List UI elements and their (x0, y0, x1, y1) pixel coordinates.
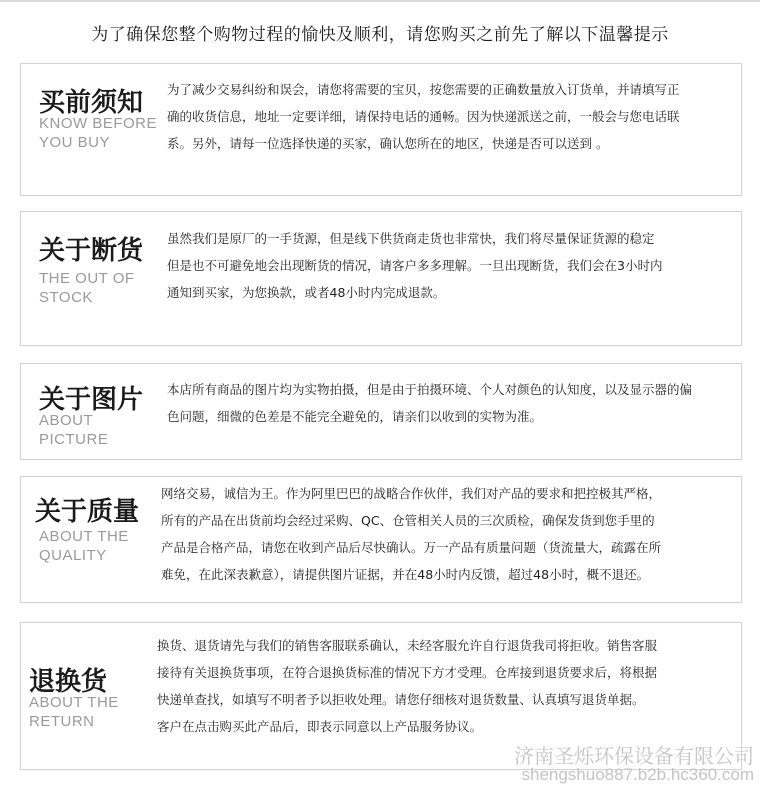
section-title-en: KNOW BEFORE YOU BUY (39, 115, 158, 151)
body-line: 色问题，细微的色差是不能完全避免的，请亲们以收到的实物为准。 (167, 409, 543, 424)
section-title-cn: 买前须知 (39, 88, 144, 118)
section-title-en: THE OUT OF STOCK (39, 270, 135, 306)
section-body (167, 376, 692, 430)
page-title: 为了确保您整个购物过程的愉快及顺利，请您购买之前先了解以下温馨提示 (91, 25, 669, 45)
body-line: 接待有关退换货事项，在符合退换货标准的情况下方才受理。仓库接到退货要求后，将根据 (157, 665, 658, 680)
section-body (167, 225, 662, 306)
body-line: 产品是合格产品，请您在收到产品后尽快确认。万一产品有质量问题（货流量大，疏露在所 (161, 540, 662, 555)
section-about-quality (20, 476, 742, 603)
section-body (167, 76, 680, 157)
section-title-cn: 关于断货 (39, 236, 144, 266)
section-body (161, 480, 661, 588)
section-title-en: ABOUT THE QUALITY (39, 528, 129, 564)
body-line: 虽然我们是原厂的一手货源，但是线下供货商走货也非常快，我们将尽量保证货源的稳定 (167, 231, 655, 246)
section-out-of-stock (20, 211, 742, 346)
section-title-cn: 关于图片 (39, 385, 144, 415)
section-know-before-you-buy (20, 63, 742, 196)
body-line: 为了减少交易纠纷和误会，请您将需要的宝贝，按您需要的正确数量放入订货单，并请填写正 (167, 82, 680, 97)
section-title-cn: 关于质量 (35, 497, 140, 527)
section-body (157, 632, 657, 740)
top-divider (0, 0, 760, 2)
watermark-url: shengshuo887.b2b.hc360.com (521, 765, 754, 784)
body-line: 确的收货信息，地址一定要详细，请保持电话的通畅。因为快递派送之前，一般会与您电话联 (167, 109, 680, 124)
body-line: 本店所有商品的图片均为实物拍摄，但是由于拍摄环境、个人对颜色的认知度，以及显示器的偏 (167, 382, 693, 397)
body-line: 但是也不可避免地会出现断货的情况，请客户多多理解。一旦出现断货，我们会在3小时内 (167, 258, 663, 273)
body-line: 快递单查找，如填写不明者予以拒收处理。请您仔细核对退货数量、认真填写退货单据。 (157, 692, 645, 707)
body-line: 系。另外，请每一位选择快递的买家，确认您所在的地区，快递是否可以送到 。 (167, 136, 609, 151)
body-line: 难免，在此深表歉意），请提供图片证据，并在48小时内反馈，超过48小时，概不退还。 (161, 567, 650, 582)
body-line: 所有的产品在出货前均会经过采购、QC、仓管相关人员的三次质检，确保发货到您手里的 (161, 513, 655, 528)
body-line: 客户在点击购买此产品后，即表示同意以上产品服务协议。 (157, 719, 483, 734)
body-line: 网络交易，诚信为王。作为阿里巴巴的战略合作伙伴，我们对产品的要求和把控极其严格， (161, 486, 662, 501)
body-line: 换货、退货请先与我们的销售客服联系确认，未经客服允许自行退货我司将拒收。销售客服 (157, 638, 658, 653)
section-title-cn: 退换货 (29, 667, 108, 697)
body-line: 通知到买家，为您换款，或者48小时内完成退款。 (167, 285, 446, 300)
section-title-en: ABOUT PICTURE (39, 412, 109, 448)
section-title-en: ABOUT THE RETURN (29, 694, 119, 730)
watermark-company: 济南圣烁环保设备有限公司 (514, 744, 754, 768)
section-about-picture (20, 363, 742, 460)
